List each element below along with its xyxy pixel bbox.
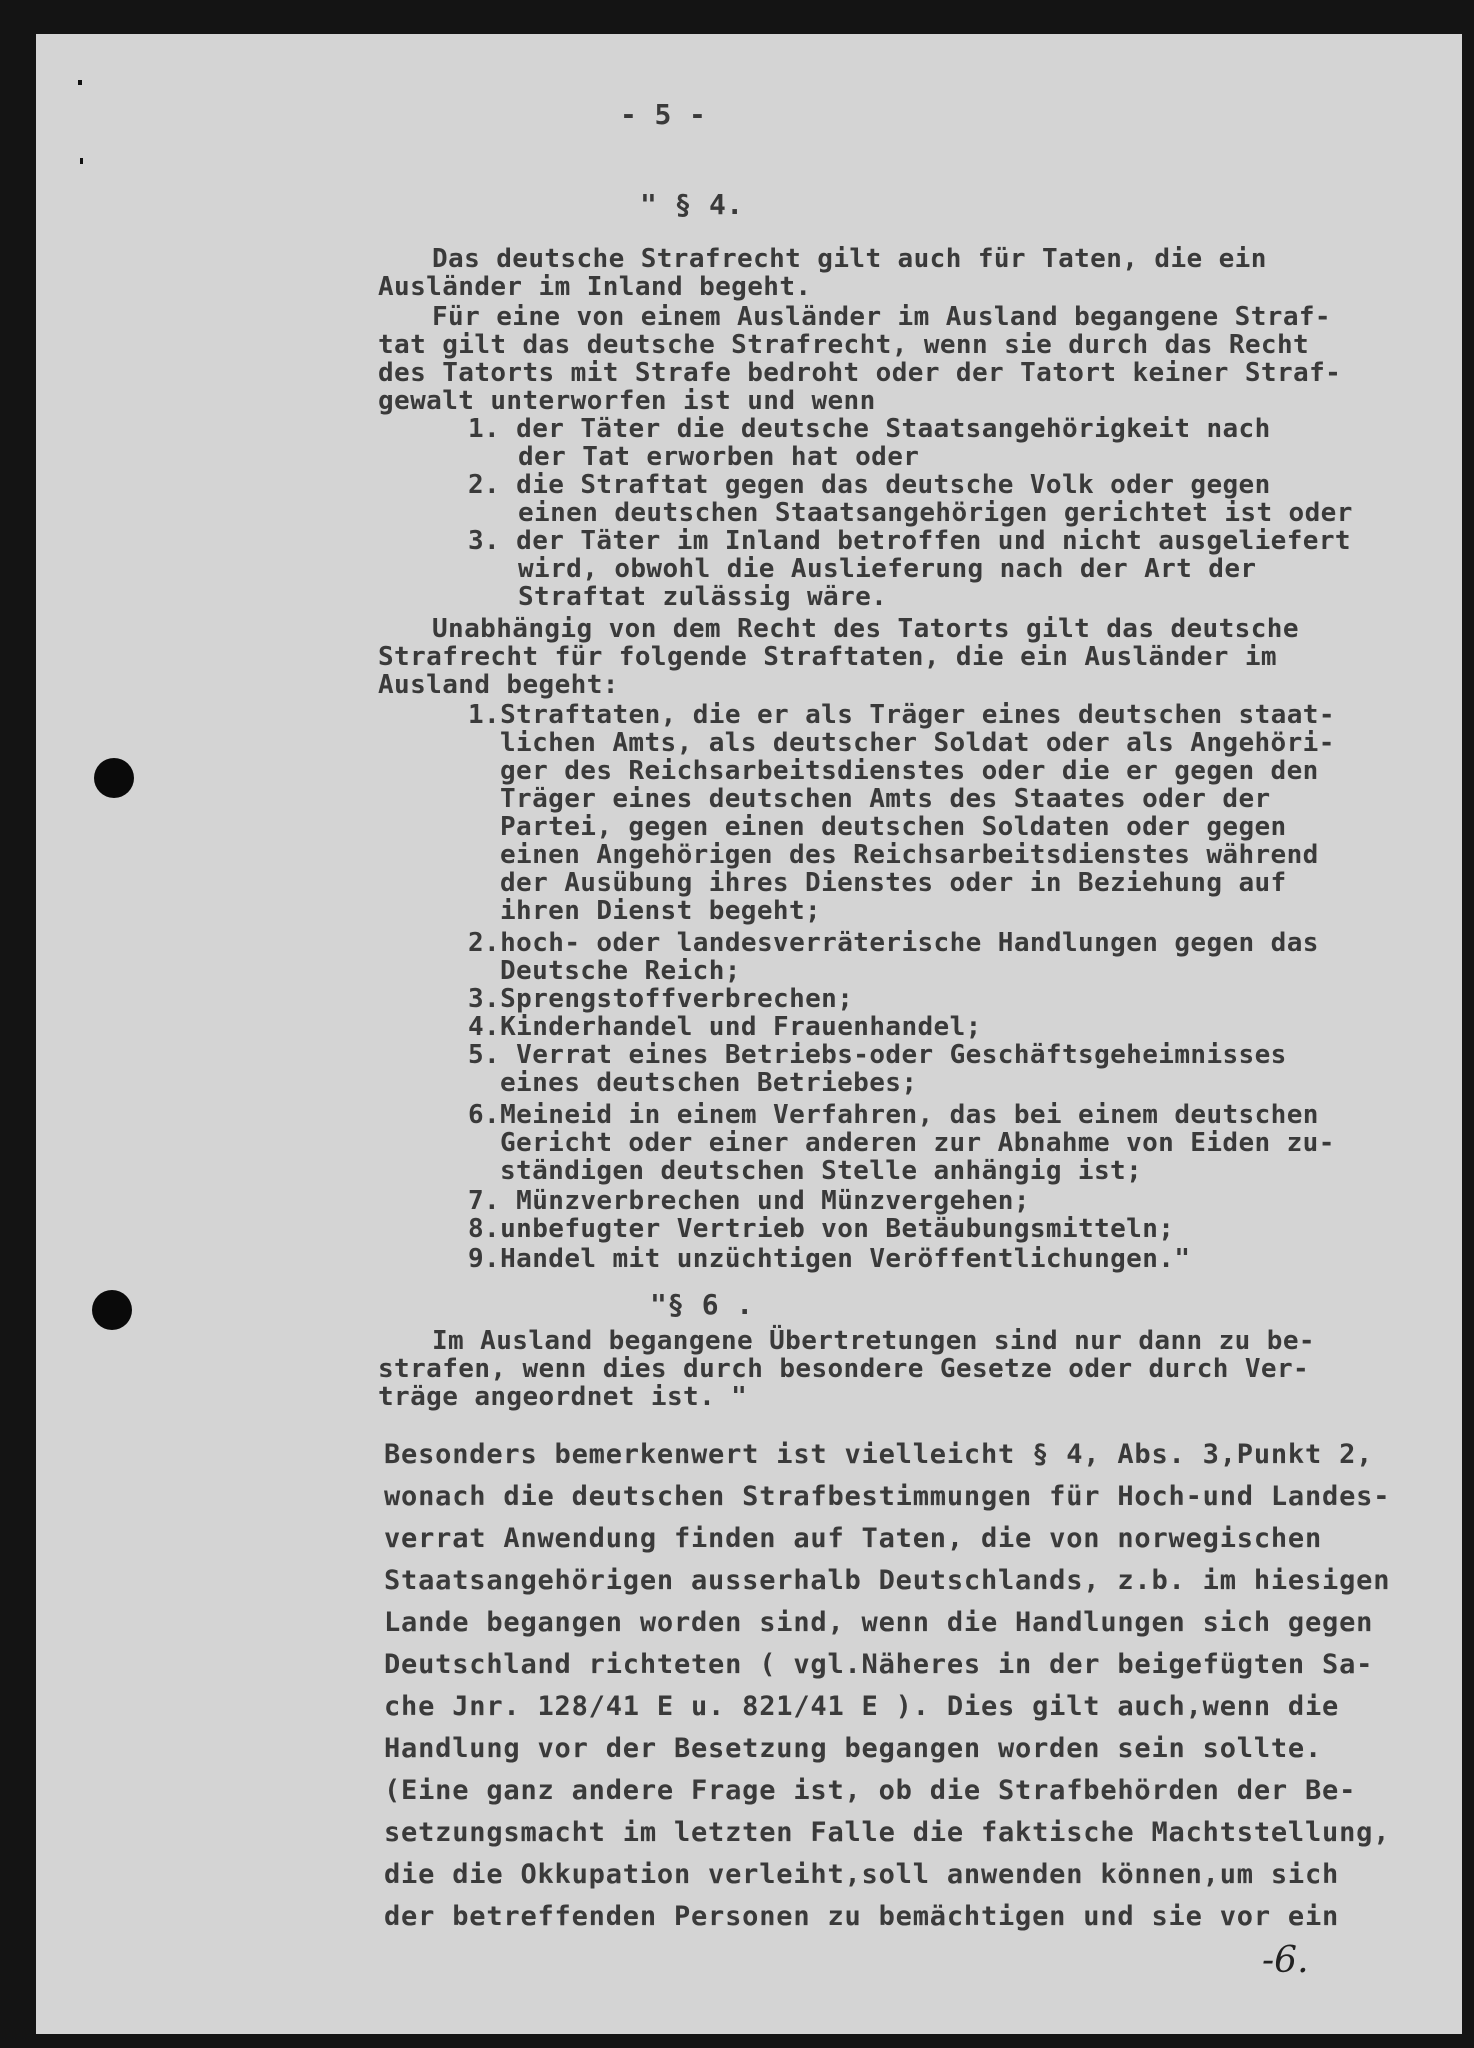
statute-text-line: Gericht oder einer anderen zur Abnahme von Eiden zu- <box>500 1128 1335 1158</box>
statute-text-line: 3.Sprengstoffverbrechen; <box>468 984 854 1014</box>
statute-text-line: lichen Amts, als deutscher Soldat oder als Angehöri- <box>500 728 1335 758</box>
scan-speck <box>80 158 83 164</box>
statute-text-line: Im Ausland begangene Übertretungen sind nur dann zu be- <box>432 1326 1315 1356</box>
statute-text-line: 7. Münzverbrechen und Münzvergehen; <box>468 1186 1030 1216</box>
statute-text-line: 5. Verrat eines Betriebs-oder Geschäftsgeheimnisses <box>468 1040 1287 1070</box>
punch-hole-top <box>94 758 134 798</box>
statute-text-line: Ausländer im Inland begeht. <box>378 272 812 302</box>
statute-text-line: 6.Meineid in einem Verfahren, das bei einem deutschen <box>468 1100 1319 1130</box>
statute-text-line: Deutsche Reich; <box>500 956 741 986</box>
statute-text-line: ständigen deutschen Stelle anhängig ist; <box>500 1156 1143 1186</box>
statute-text-line: 2. die Straftat gegen das deutsche Volk oder gegen <box>468 470 1271 500</box>
commentary-line: verrat Anwendung finden auf Taten, die von norwegischen <box>384 1523 1323 1554</box>
statute-text-line: Partei, gegen einen deutschen Soldaten oder gegen <box>500 812 1287 842</box>
commentary-line: Deutschland richteten ( vgl.Näheres in der beigefügten Sa- <box>384 1649 1374 1680</box>
statute-text-line: einen Angehörigen des Reichsarbeitsdienstes während <box>500 840 1319 870</box>
statute-text-line: 8.unbefugter Vertrieb von Betäubungsmitteln; <box>468 1214 1175 1244</box>
commentary-line: wonach die deutschen Strafbestimmungen für Hoch-und Landes- <box>384 1481 1391 1512</box>
commentary-line: die die Okkupation verleiht,soll anwenden können,um sich <box>384 1859 1340 1890</box>
statute-text-line: tat gilt das deutsche Strafrecht, wenn sie durch das Recht <box>378 330 1310 360</box>
statute-text-line: 1. der Täter die deutsche Staatsangehörigkeit nach <box>468 414 1271 444</box>
statute-text-line: 2.hoch- oder landesverräterische Handlungen gegen das <box>468 928 1319 958</box>
statute-text-line: ihren Dienst begeht; <box>500 896 822 926</box>
statute-text-line: ger des Reichsarbeitsdienstes oder die er gegen den <box>500 756 1319 786</box>
page-number: - 5 - <box>620 98 707 131</box>
statute-text-line: 9.Handel mit unzüchtigen Veröffentlichungen." <box>468 1244 1191 1274</box>
commentary-line: Lande begangen worden sind, wenn die Handlungen sich gegen <box>384 1607 1374 1638</box>
statute-text-line: gewalt unterworfen ist und wenn <box>378 386 876 416</box>
scan-speck <box>78 80 82 85</box>
statute-text-line: der Ausübung ihres Dienstes oder in Beziehung auf <box>500 868 1287 898</box>
commentary-line: der betreffenden Personen zu bemächtigen und sie vor ein <box>384 1901 1340 1932</box>
statute-text-line: träge angeordnet ist. " <box>378 1382 748 1412</box>
statute-text-line: 4.Kinderhandel und Frauenhandel; <box>468 1012 982 1042</box>
statute-text-line: einen deutschen Staatsangehörigen gerichtet ist oder <box>518 498 1353 528</box>
commentary-line: (Eine ganz andere Frage ist, ob die Strafbehörden der Be- <box>384 1775 1357 1806</box>
statute-text-line: der Tat erworben hat oder <box>518 442 920 472</box>
statute-text-line: Strafrecht für folgende Straftaten, die ein Ausländer im <box>378 642 1277 672</box>
commentary-line: Besonders bemerkenwert ist vielleicht § 4, Abs. 3,Punkt 2, <box>384 1439 1374 1470</box>
statute-text-line: 3. der Täter im Inland betroffen und nicht ausgeliefert <box>468 526 1351 556</box>
section-4-heading: " § 4. <box>640 188 744 221</box>
statute-text-line: Straftat zulässig wäre. <box>518 582 888 612</box>
section-6-heading: "§ 6 . <box>650 1288 754 1321</box>
statute-text-line: 1.Straftaten, die er als Träger eines deutschen staat- <box>468 700 1335 730</box>
statute-text-line: wird, obwohl die Auslieferung nach der Art der <box>518 554 1257 584</box>
commentary-line: setzungsmacht im letzten Falle die faktische Machtstellung, <box>384 1817 1391 1848</box>
statute-text-line: Ausland begeht: <box>378 670 619 700</box>
statute-text-line: Unabhängig von dem Recht des Tatorts gilt das deutsche <box>432 614 1299 644</box>
handwritten-page-mark: -6. <box>1262 1940 1309 1981</box>
commentary-line: Staatsangehörigen ausserhalb Deutschlands, z.b. im hiesigen <box>384 1565 1391 1596</box>
statute-text-line: Das deutsche Strafrecht gilt auch für Taten, die ein <box>432 244 1267 274</box>
punch-hole-bottom <box>92 1290 132 1330</box>
statute-text-line: des Tatorts mit Strafe bedroht oder der Tatort keiner Straf- <box>378 358 1342 388</box>
statute-text-line: Für eine von einem Ausländer im Ausland begangene Straf- <box>432 302 1331 332</box>
commentary-line: che Jnr. 128/41 E u. 821/41 E ). Dies gilt auch,wenn die <box>384 1691 1340 1722</box>
statute-text-line: eines deutschen Betriebes; <box>500 1068 918 1098</box>
statute-text-line: strafen, wenn dies durch besondere Gesetze oder durch Ver- <box>378 1354 1310 1384</box>
commentary-line: Handlung vor der Besetzung begangen worden sein sollte. <box>384 1733 1323 1764</box>
statute-text-line: Träger eines deutschen Amts des Staates oder der <box>500 784 1271 814</box>
